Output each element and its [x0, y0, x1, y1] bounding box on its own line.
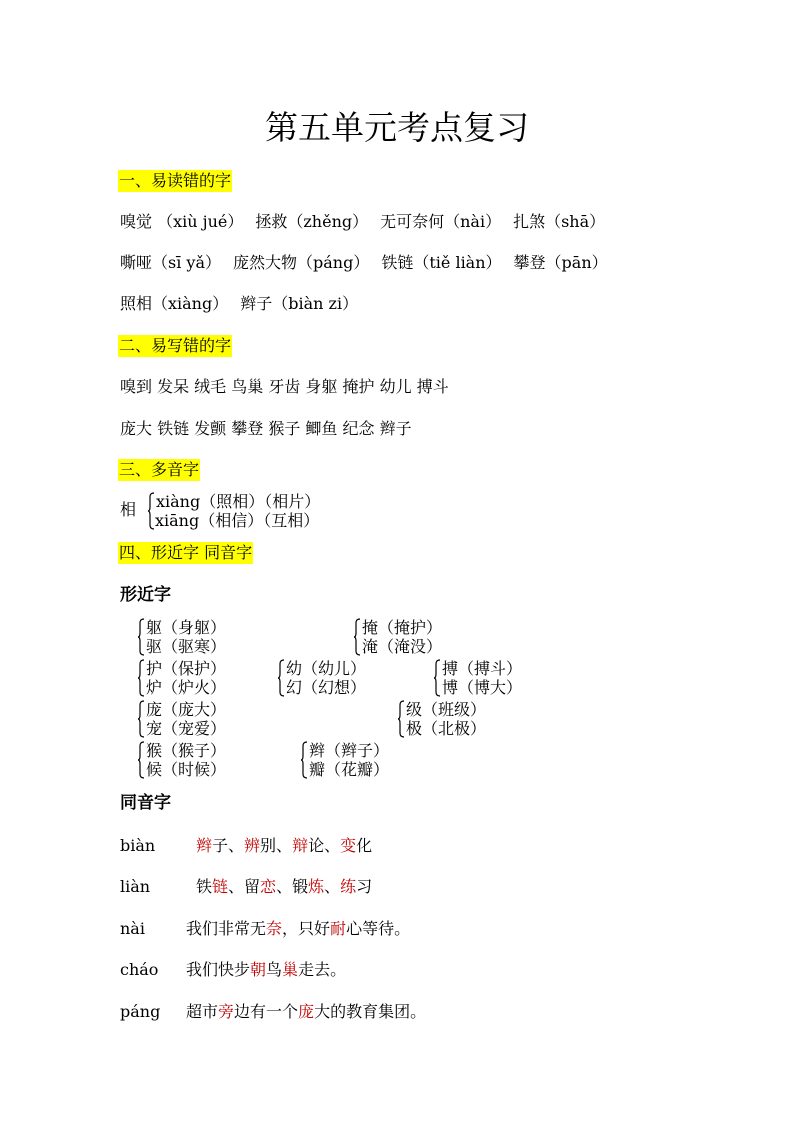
word-item: 庞然大物（páng）	[233, 253, 370, 272]
word-item: 攀登（pān）	[513, 253, 608, 272]
similar-char-group	[434, 659, 554, 699]
similar-char-b: 极（北极）	[406, 719, 487, 738]
page-title: 第五单元考点复习	[265, 108, 529, 147]
similar-char-b: 驱（驱寒）	[146, 637, 227, 656]
word-item: 嗅觉 （xiù jué）	[120, 212, 244, 231]
write-errors-line-2: 庞大 铁链 发颤 攀登 猴子 鲫鱼 纪念 辫子	[120, 419, 412, 438]
write-errors-line-1: 嗅到 发呆 绒毛 鸟巢 牙齿 身躯 掩护 幼儿 搏斗	[120, 377, 449, 396]
section-heading-write-errors: 二、易写错的字	[119, 336, 232, 355]
highlight-char: 辨	[244, 836, 261, 855]
example-text: 我们快步	[186, 960, 251, 979]
read-errors-line-2	[120, 252, 620, 274]
similar-char-a: 掩（掩护）	[362, 618, 443, 637]
highlight-char: 旁	[218, 1002, 235, 1021]
similar-char-a: 幼（幼儿）	[286, 659, 367, 678]
highlight-char: 巢	[282, 960, 299, 979]
similar-char-a: 辫（辫子）	[309, 741, 390, 760]
example-text: 大的教育集团。	[314, 1002, 427, 1021]
polyphone-reading-1: xiàng（照相）（相片）	[156, 492, 321, 511]
highlight-char: 辩	[292, 836, 309, 855]
highlight-char: 耐	[330, 919, 347, 938]
similar-char-group	[354, 618, 474, 658]
word-item: 拯救（zhěng）	[255, 212, 369, 231]
brace-icon	[354, 618, 360, 656]
example-text: 化	[356, 836, 373, 855]
example-text: 边有一个	[234, 1002, 299, 1021]
section-heading-similar-homophone: 四、形近字 同音字	[119, 543, 253, 562]
example-text: 鸟	[266, 960, 283, 979]
similar-char-a: 躯（身躯）	[146, 618, 227, 637]
similar-char-a: 猴（猴子）	[146, 741, 227, 760]
example-text: 子、	[212, 836, 245, 855]
example-text: 超市	[186, 1002, 219, 1021]
similar-char-b: 候（时候）	[146, 760, 227, 779]
word-item: 辫子（biàn zi）	[240, 294, 359, 313]
example-text: 铁	[196, 877, 213, 896]
word-item: 扎煞（shā）	[513, 212, 606, 231]
brace-icon	[148, 492, 154, 530]
brace-icon	[138, 700, 144, 738]
similar-char-group	[398, 700, 518, 740]
homophone-pinyin: liàn	[120, 877, 151, 896]
homophone-heading: 同音字	[120, 793, 171, 813]
similar-char-a: 护（保护）	[146, 659, 227, 678]
highlight-char: 变	[340, 836, 357, 855]
similar-char-group	[138, 618, 258, 658]
section-heading-read-errors: 一、易读错的字	[119, 171, 232, 190]
similar-char-b: 幻（幻想）	[286, 678, 367, 697]
similar-char-group	[278, 659, 398, 699]
homophone-pinyin: páng	[120, 1002, 161, 1021]
brace-icon	[138, 741, 144, 779]
word-item: 照相（xiàng）	[120, 294, 229, 313]
highlight-char: 链	[212, 877, 229, 896]
highlight-char: 辫	[196, 836, 213, 855]
homophone-pinyin: cháo	[120, 960, 159, 979]
similar-char-group	[301, 741, 421, 781]
read-errors-line-3	[120, 293, 370, 315]
homophone-example	[196, 876, 372, 898]
homophone-example	[186, 959, 346, 981]
section-heading-polyphone: 三、多音字	[119, 460, 200, 479]
highlight-char: 炼	[308, 877, 325, 896]
example-text: 走去。	[298, 960, 347, 979]
similar-char-b: 宠（宠爱）	[146, 719, 227, 738]
example-text: 习	[356, 877, 373, 896]
example-text: 我们非常无	[186, 919, 267, 938]
highlight-char: 庞	[298, 1002, 315, 1021]
polyphone-reading-2: xiāng（相信）（互相）	[155, 511, 320, 530]
similar-char-group	[138, 659, 258, 699]
example-text: 、留	[228, 877, 261, 896]
similar-chars-heading: 形近字	[120, 585, 171, 605]
example-text: 心等待。	[346, 919, 411, 938]
brace-icon	[301, 741, 307, 779]
polyphone-char: 相	[120, 500, 137, 519]
example-text: ，只好	[282, 919, 331, 938]
word-item: 无可奈何（nài）	[380, 212, 502, 231]
homophone-pinyin: nài	[120, 919, 145, 938]
similar-char-group	[138, 700, 258, 740]
similar-char-b: 炉（炉火）	[146, 678, 227, 697]
highlight-char: 练	[340, 877, 357, 896]
similar-char-group	[138, 741, 258, 781]
highlight-char: 恋	[260, 877, 277, 896]
brace-icon	[398, 700, 404, 738]
word-item: 嘶哑（sī yǎ）	[120, 253, 221, 272]
polyphone-group	[148, 492, 388, 532]
example-text: 、	[324, 877, 341, 896]
highlight-char: 朝	[250, 960, 267, 979]
similar-char-a: 级（班级）	[406, 700, 487, 719]
similar-char-b: 淹（淹没）	[362, 637, 443, 656]
read-errors-line-1	[120, 211, 617, 233]
homophone-example	[196, 835, 372, 857]
example-text: 、锻	[276, 877, 309, 896]
highlight-char: 奈	[266, 919, 283, 938]
homophone-example	[186, 918, 410, 940]
brace-icon	[138, 618, 144, 656]
word-item: 铁链（tiě liàn）	[381, 253, 502, 272]
example-text: 论、	[308, 836, 341, 855]
similar-char-b: 瓣（花瓣）	[309, 760, 390, 779]
brace-icon	[434, 659, 440, 697]
example-text: 别、	[260, 836, 293, 855]
brace-icon	[278, 659, 284, 697]
similar-char-b: 博（博大）	[442, 678, 523, 697]
homophone-example	[186, 1001, 426, 1023]
similar-char-a: 庞（庞大）	[146, 700, 227, 719]
brace-icon	[138, 659, 144, 697]
homophone-pinyin: biàn	[120, 836, 156, 855]
similar-char-a: 搏（搏斗）	[442, 659, 523, 678]
